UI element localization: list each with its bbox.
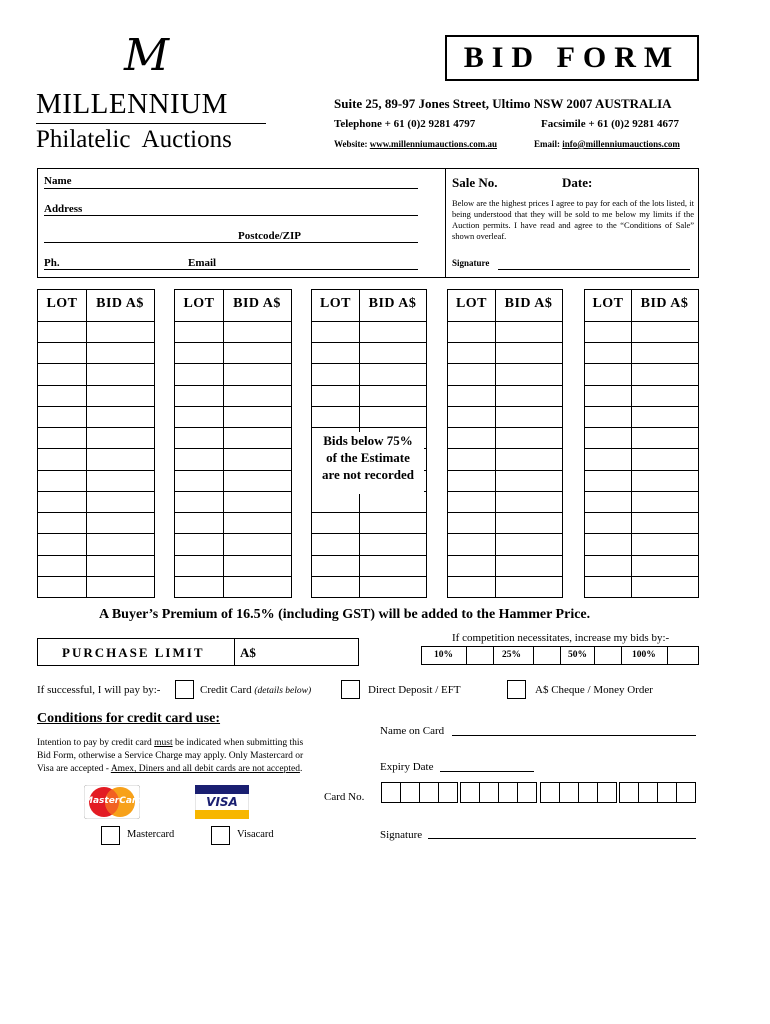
lot-cell[interactable] <box>586 407 630 426</box>
conditions-1c: be indicated when submitting this <box>172 738 304 748</box>
lot-cell[interactable] <box>39 322 85 341</box>
lot-cell[interactable] <box>313 492 358 511</box>
bid-cell[interactable] <box>632 407 697 426</box>
lot-bid-grid <box>584 289 699 598</box>
bid-cell[interactable] <box>360 386 425 405</box>
bid-cell[interactable] <box>87 471 153 490</box>
bid-cell[interactable] <box>632 386 697 405</box>
email-line <box>534 139 680 149</box>
bid-cell[interactable] <box>87 407 153 426</box>
logo <box>36 30 276 160</box>
bid-cell[interactable] <box>360 364 425 383</box>
card-no-label: Card No. <box>324 791 365 803</box>
mastercard-checkbox[interactable] <box>101 826 120 845</box>
bid-cell[interactable] <box>632 449 697 468</box>
email-label: Email: <box>534 139 563 149</box>
lot-cell[interactable] <box>39 364 85 383</box>
lot-cell[interactable] <box>313 513 358 532</box>
website-label: Website: <box>334 139 370 149</box>
name-on-card-label: Name on Card <box>380 725 445 737</box>
bid-cell[interactable] <box>496 428 561 447</box>
increase-10-box[interactable] <box>466 647 494 664</box>
bid-cell[interactable] <box>632 364 697 383</box>
lot-cell[interactable] <box>176 534 222 553</box>
address-label: Address <box>44 203 83 215</box>
bid-cell[interactable] <box>87 322 153 341</box>
pay-intro: If successful, I will pay by:- <box>37 684 161 696</box>
visa-logo-text: VISA <box>206 795 238 809</box>
bid-cell[interactable] <box>632 471 697 490</box>
direct-deposit-checkbox[interactable] <box>341 680 360 699</box>
bid-cell[interactable] <box>224 322 290 341</box>
bid-cell[interactable] <box>87 449 153 468</box>
bid-header: BID A$ <box>640 296 689 311</box>
bid-cell[interactable] <box>360 513 425 532</box>
lot-cell[interactable] <box>586 471 630 490</box>
logo-sub: Philatelic Auctions <box>36 126 232 153</box>
direct-deposit-label: Direct Deposit / EFT <box>368 684 461 696</box>
card-signature-field[interactable] <box>428 838 696 839</box>
lot-cell[interactable] <box>313 364 358 383</box>
sale-no-label: Sale No. <box>452 175 498 190</box>
card-number-digit[interactable] <box>438 782 458 803</box>
bid-cell[interactable] <box>224 386 290 405</box>
bid-cell[interactable] <box>496 343 561 362</box>
credit-card-note: (details below) <box>254 686 312 696</box>
email-link[interactable]: info@millenniumauctions.com <box>562 139 680 149</box>
card-number-digit[interactable] <box>498 782 518 803</box>
signature-field[interactable] <box>498 269 690 270</box>
lot-cell[interactable] <box>449 343 494 362</box>
website-link[interactable]: www.millenniumauctions.com.au <box>369 139 498 149</box>
bid-cell[interactable] <box>360 534 425 553</box>
cheque-checkbox[interactable] <box>507 680 526 699</box>
bid-cell[interactable] <box>496 577 561 596</box>
lot-cell[interactable] <box>313 407 358 426</box>
lot-cell[interactable] <box>586 322 630 341</box>
conditions-3a: Visa are accepted - <box>37 764 111 774</box>
lot-cell[interactable] <box>176 386 222 405</box>
lot-cell[interactable] <box>449 364 494 383</box>
bid-cell[interactable] <box>496 513 561 532</box>
bid-cell[interactable] <box>360 322 425 341</box>
card-number-digit[interactable] <box>578 782 598 803</box>
phone-email-field[interactable] <box>44 269 418 270</box>
lot-cell[interactable] <box>449 322 494 341</box>
expiry-field[interactable] <box>440 771 534 772</box>
postcode-label: Postcode/ZIP <box>238 230 301 242</box>
card-number-digit[interactable] <box>657 782 677 803</box>
card-number-digit[interactable] <box>540 782 560 803</box>
company-address: Suite 25, 89-97 Jones Street, Ultimo NSW 2007 AUSTRALIA <box>334 96 672 111</box>
bid-cell[interactable] <box>360 556 425 575</box>
phone-label: Ph. <box>44 257 60 269</box>
bid-cell[interactable] <box>224 556 290 575</box>
lot-bid-grid <box>447 289 563 598</box>
expiry-label: Expiry Date <box>380 761 434 773</box>
name-field[interactable] <box>44 188 418 189</box>
bid-header: BID A$ <box>233 296 281 311</box>
bid-cell[interactable] <box>496 364 561 383</box>
increase-100-label: 100% <box>632 650 656 660</box>
conditions-3c: . <box>299 764 303 774</box>
card-number-digit[interactable] <box>676 782 696 803</box>
bid-cell[interactable] <box>87 428 153 447</box>
name-on-card-field[interactable] <box>452 735 696 736</box>
cheque-label: A$ Cheque / Money Order <box>535 684 653 696</box>
lot-cell[interactable] <box>586 577 630 596</box>
lot-header: LOT <box>46 296 78 311</box>
lot-cell[interactable] <box>586 492 630 511</box>
lot-cell[interactable] <box>176 513 222 532</box>
bid-cell[interactable] <box>496 407 561 426</box>
lot-cell[interactable] <box>176 449 222 468</box>
card-number-digit[interactable] <box>400 782 420 803</box>
lot-cell[interactable] <box>586 343 630 362</box>
lot-cell[interactable] <box>39 449 85 468</box>
bid-cell[interactable] <box>632 322 697 341</box>
bid-header: BID A$ <box>96 296 144 311</box>
lot-cell[interactable] <box>176 428 222 447</box>
bid-cell[interactable] <box>496 449 561 468</box>
email-field-label: Email <box>188 257 217 269</box>
bid-cell[interactable] <box>224 428 290 447</box>
visa-checkbox[interactable] <box>211 826 230 845</box>
increase-options <box>421 646 699 665</box>
lot-cell[interactable] <box>313 556 358 575</box>
conditions-2: Bid Form, otherwise a Service Charge may apply. Only Mastercard or <box>37 751 304 761</box>
card-number-digit[interactable] <box>638 782 658 803</box>
lot-cell[interactable] <box>39 386 85 405</box>
credit-card-checkbox[interactable] <box>175 680 194 699</box>
bid-header: BID A$ <box>504 296 553 311</box>
lot-cell[interactable] <box>39 556 85 575</box>
card-number-digit[interactable] <box>460 782 480 803</box>
lot-cell[interactable] <box>449 556 494 575</box>
lot-cell[interactable] <box>39 471 85 490</box>
purchase-limit-box <box>37 638 359 666</box>
card-number-digit[interactable] <box>597 782 617 803</box>
bids-notice-line-3: are not recorded <box>322 467 414 482</box>
lot-bid-grid <box>37 289 155 598</box>
conditions-must: must <box>154 738 173 748</box>
website-line <box>334 139 497 149</box>
lot-cell[interactable] <box>176 577 222 596</box>
increase-50-label: 50% <box>568 650 587 660</box>
form-title: BID FORM <box>463 41 681 74</box>
increase-25-label: 25% <box>502 650 521 660</box>
lot-bid-grid <box>174 289 292 598</box>
facsimile: Facsimile + 61 (0)2 9281 4677 <box>541 118 679 130</box>
credit-card-option <box>200 684 311 696</box>
increase-50-box[interactable] <box>594 647 622 664</box>
lot-cell[interactable] <box>176 556 222 575</box>
card-number-digit[interactable] <box>479 782 499 803</box>
conditions-1a: Intention to pay by credit card <box>37 738 155 748</box>
card-number-digit[interactable] <box>381 782 401 803</box>
lot-cell[interactable] <box>586 428 630 447</box>
lot-cell[interactable] <box>176 407 222 426</box>
conditions-text <box>37 737 357 776</box>
increase-100-box[interactable] <box>667 647 698 664</box>
mastercard-logo <box>84 785 143 819</box>
bid-cell[interactable] <box>360 577 425 596</box>
lot-cell[interactable] <box>176 343 222 362</box>
lot-cell[interactable] <box>586 449 630 468</box>
lot-cell[interactable] <box>176 322 222 341</box>
card-signature-label: Signature <box>380 829 423 841</box>
date-label: Date: <box>562 175 593 190</box>
card-number-digit[interactable] <box>559 782 579 803</box>
conditions-title: Conditions for credit card use: <box>37 711 221 726</box>
bid-cell[interactable] <box>224 407 290 426</box>
bid-cell[interactable] <box>224 364 290 383</box>
lot-cell[interactable] <box>449 471 494 490</box>
bid-cell[interactable] <box>632 513 697 532</box>
lot-cell[interactable] <box>586 513 630 532</box>
bid-cell[interactable] <box>224 534 290 553</box>
increase-25-box[interactable] <box>533 647 561 664</box>
bid-header: BID A$ <box>368 296 417 311</box>
increase-text: If competition necessitates, increase my bids by:- <box>452 632 670 644</box>
lot-cell[interactable] <box>313 386 358 405</box>
bids-notice-line-1: Bids below 75% <box>323 433 413 448</box>
purchase-limit-label: PURCHASE LIMIT <box>62 645 205 660</box>
lot-cell[interactable] <box>449 577 494 596</box>
bid-cell[interactable] <box>87 386 153 405</box>
lot-cell[interactable] <box>39 577 85 596</box>
card-number-digit[interactable] <box>517 782 537 803</box>
mastercard-logo-text: MasterCard <box>84 796 143 806</box>
lot-cell[interactable] <box>313 322 358 341</box>
bid-cell[interactable] <box>224 492 290 511</box>
credit-card-label: Credit Card <box>200 684 252 696</box>
bids-notice-line-2: of the Estimate <box>326 450 410 465</box>
logo-monogram: M <box>124 30 170 81</box>
lot-cell[interactable] <box>449 513 494 532</box>
lot-cell[interactable] <box>449 407 494 426</box>
visa-logo <box>195 785 249 819</box>
visa-label: Visacard <box>237 829 274 840</box>
lot-cell[interactable] <box>449 492 494 511</box>
bid-cell[interactable] <box>360 407 425 426</box>
form-title-box <box>445 35 699 81</box>
bid-cell[interactable] <box>632 577 697 596</box>
lot-header: LOT <box>183 296 215 311</box>
lot-cell[interactable] <box>176 364 222 383</box>
bid-agreement: Below are the highest prices I agree to pay for each of the lots listed, it being understood that they will be sold to me below my limits if the Auction permits. I have read and agree to the “Conditions of Sale” shown overleaf. <box>452 198 694 241</box>
bid-cell[interactable] <box>632 492 697 511</box>
telephone: Telephone + 61 (0)2 9281 4797 <box>334 118 476 130</box>
card-number-digit[interactable] <box>419 782 439 803</box>
address-field[interactable] <box>44 215 418 216</box>
buyers-premium: A Buyer’s Premium of 16.5% (including GST) will be added to the Hammer Price. <box>99 607 591 622</box>
purchase-limit-input[interactable] <box>260 641 354 663</box>
lot-cell[interactable] <box>39 492 85 511</box>
bid-cell[interactable] <box>360 492 425 511</box>
bid-cell[interactable] <box>496 322 561 341</box>
bid-cell[interactable] <box>632 428 697 447</box>
lot-cell[interactable] <box>39 534 85 553</box>
lot-cell[interactable] <box>39 343 85 362</box>
signature-label: Signature <box>452 258 490 268</box>
bid-cell[interactable] <box>360 343 425 362</box>
purchase-limit-currency: A$ <box>240 645 256 660</box>
lot-cell[interactable] <box>449 428 494 447</box>
lot-cell[interactable] <box>449 386 494 405</box>
lot-header: LOT <box>455 296 488 311</box>
bid-cell[interactable] <box>224 513 290 532</box>
lot-header: LOT <box>592 296 624 311</box>
increase-10-label: 10% <box>434 650 453 660</box>
conditions-not-accepted: Amex, Diners and all debit cards are not accepted <box>110 764 300 774</box>
lot-cell[interactable] <box>39 428 85 447</box>
bid-cell[interactable] <box>224 577 290 596</box>
lot-cell[interactable] <box>39 407 85 426</box>
bid-cell[interactable] <box>224 471 290 490</box>
bid-cell[interactable] <box>224 449 290 468</box>
bid-cell[interactable] <box>496 492 561 511</box>
lot-cell[interactable] <box>39 513 85 532</box>
bid-cell[interactable] <box>87 364 153 383</box>
bid-cell[interactable] <box>87 513 153 532</box>
bid-cell[interactable] <box>87 577 153 596</box>
lot-cell[interactable] <box>586 556 630 575</box>
bid-cell[interactable] <box>632 343 697 362</box>
bid-cell[interactable] <box>224 343 290 362</box>
lot-cell[interactable] <box>586 534 630 553</box>
lot-cell[interactable] <box>176 471 222 490</box>
bid-cell[interactable] <box>632 534 697 553</box>
mastercard-label: Mastercard <box>127 829 175 840</box>
logo-name: MILLENNIUM <box>36 88 228 120</box>
lot-cell[interactable] <box>586 386 630 405</box>
card-number-digit[interactable] <box>619 782 639 803</box>
bid-cell[interactable] <box>87 556 153 575</box>
lot-cell[interactable] <box>313 534 358 553</box>
bid-cell[interactable] <box>87 492 153 511</box>
bids-notice <box>312 432 424 494</box>
bid-cell[interactable] <box>632 556 697 575</box>
lot-cell[interactable] <box>449 534 494 553</box>
lot-cell[interactable] <box>313 343 358 362</box>
bid-cell[interactable] <box>496 386 561 405</box>
lot-header: LOT <box>319 296 352 311</box>
details-box <box>37 168 699 278</box>
lot-cell[interactable] <box>449 449 494 468</box>
lot-cell[interactable] <box>586 364 630 383</box>
lot-cell[interactable] <box>176 492 222 511</box>
lot-cell[interactable] <box>313 577 358 596</box>
bid-cell[interactable] <box>496 556 561 575</box>
postcode-field[interactable] <box>44 242 418 243</box>
bid-cell[interactable] <box>87 534 153 553</box>
name-label: Name <box>44 175 72 187</box>
bid-cell[interactable] <box>496 471 561 490</box>
bid-cell[interactable] <box>496 534 561 553</box>
bid-cell[interactable] <box>87 343 153 362</box>
